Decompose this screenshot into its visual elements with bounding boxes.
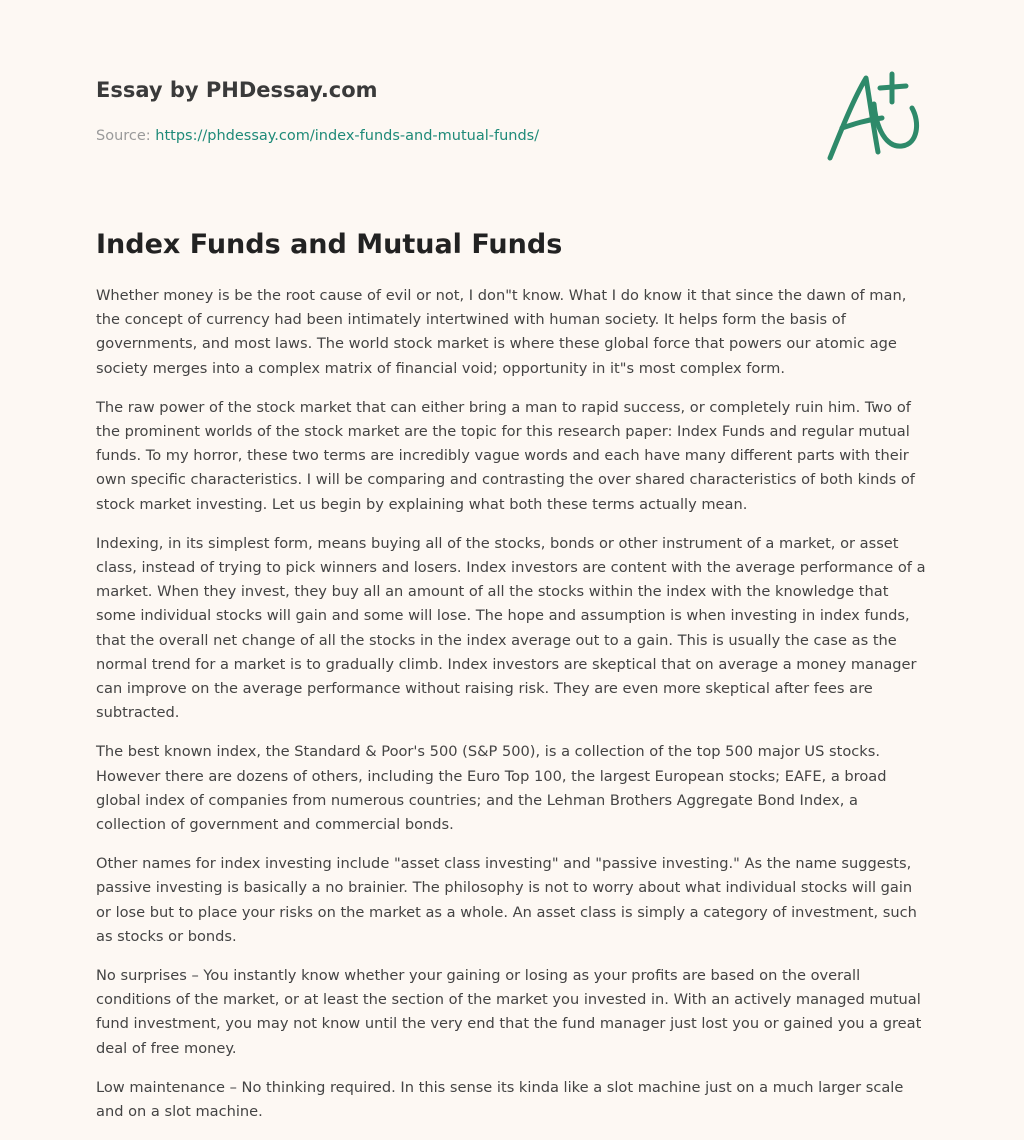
essay-paragraph: Other names for index investing include "asset class investing" and "passive investing." As the name suggests, passive investing is basically a no brainier. The philosophy is not to worry about what individual stocks will gain or lose but to place your risks on the market as a whole. An asset class is simply a category of investment, such as stocks or bonds. <box>96 855 917 945</box>
a-plus-logo-icon <box>822 68 928 164</box>
source-line <box>96 126 796 146</box>
essay-paragraph: Whether money is be the root cause of evil or not, I don"t know. What I do know it that since the dawn of man, the concept of currency had been intimately intertwined with human society. It helps form the basis of governments, and most laws. The world stock market is where these global force that powers our atomic age society merges into a complex matrix of financial void; opportunity in it"s most complex form. <box>96 287 907 377</box>
source-label: Source: <box>96 128 151 144</box>
essay-body <box>96 284 930 1139</box>
essay-paragraph: The best known index, the Standard & Poor's 500 (S&P 500), is a collection of the top 500 major US stocks. However there are dozens of others, including the Euro Top 100, the largest European stocks; EAFE, a broad global index of companies from numerous countries; and the Lehman Brothers Aggregate Bond Index, a collection of government and commercial bonds. <box>96 743 887 834</box>
essay-title: Index Funds and Mutual Funds <box>96 229 563 260</box>
essay-paragraph: Indexing, in its simplest form, means buying all of the stocks, bonds or other instrument of a market, or asset class, instead of trying to pick winners and losers. Index investors are content with the average performance of a market. When they invest, they buy all an amount of all the stocks within the index with the knowledge that some individual stocks will gain and some will lose. The hope and assumption is when investing in index funds, that the overall net change of all the stocks in the index average out to a gain. This is usually the case as the normal trend for a market is to gradually climb. Index investors are skeptical that on average a money manager can improve on the average performance without raising risk. They are even more skeptical after fees are subtracted. <box>96 534 926 722</box>
source-link[interactable]: https://phdessay.com/index-funds-and-mutual-funds/ <box>155 128 540 144</box>
essay-paragraph: No surprises – You instantly know whether your gaining or losing as your profits are based on the overall conditions of the market, or at least the section of the market you invested in. With an actively managed mutual fund investment, you may not know until the very end that the fund manager just lost you or gained you a great deal of free money. <box>96 967 922 1057</box>
essay-paragraph: Low maintenance – No thinking required. In this sense its kinda like a slot machine just on a much larger scale and on a slot machine. <box>96 1078 904 1121</box>
essay-header <box>96 76 796 146</box>
essay-paragraph: The raw power of the stock market that can either bring a man to rapid success, or completely ruin him. Two of the prominent worlds of the stock market are the topic for this research paper: Index Funds and regular mutual funds. To my horror, these two terms are incredibly vague words and each have many different parts with their own specific characteristics. I will be comparing and contrasting the over shared characteristics of both kinds of stock market investing. Let us begin by explaining what both these terms actually mean. <box>96 398 915 513</box>
site-title: Essay by PHDessay.com <box>96 78 378 102</box>
